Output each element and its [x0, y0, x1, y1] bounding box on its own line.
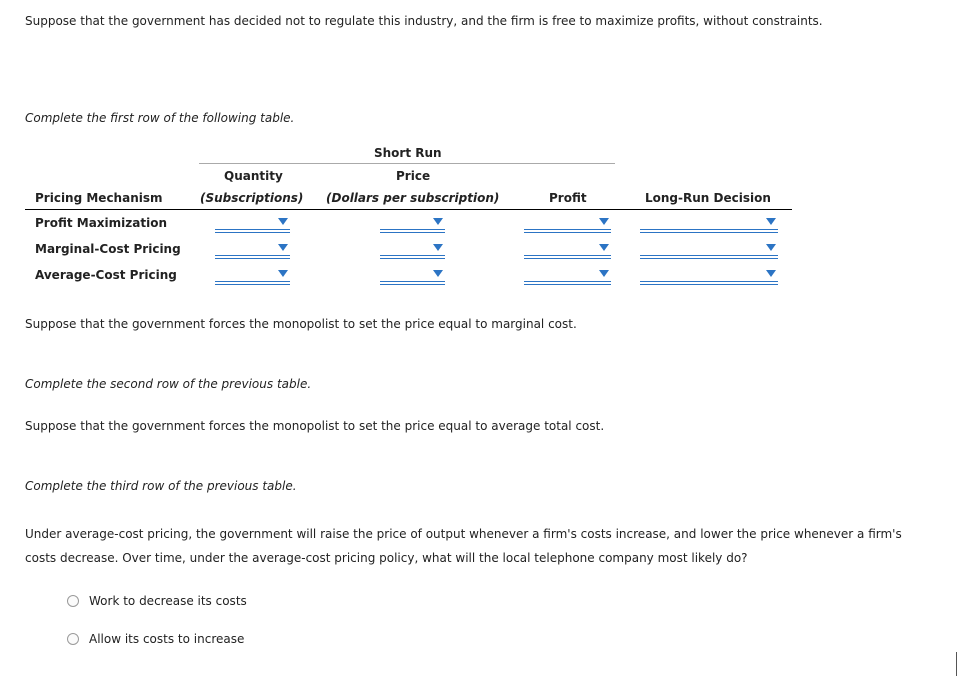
quantity-dropdown-row1[interactable] [215, 217, 290, 230]
chevron-down-icon [766, 270, 776, 277]
instruction-second-row: Complete the second row of the previous table. [25, 377, 312, 391]
profit-dropdown-row3[interactable] [524, 269, 611, 282]
average-cost-paragraph: Suppose that the government forces the monopolist to set the price equal to average total cost. [25, 419, 605, 433]
row-label-profit-maximization: Profit Maximization [35, 216, 167, 230]
profit-header: Profit [549, 191, 587, 205]
instruction-third-row: Complete the third row of the previous table. [25, 479, 297, 493]
profit-dropdown-row1[interactable] [524, 217, 611, 230]
decision-dropdown-row3[interactable] [640, 269, 778, 282]
price-dropdown-row3[interactable] [380, 269, 445, 282]
instruction-first-row: Complete the first row of the following table. [25, 111, 295, 125]
table-header-rule [25, 209, 792, 210]
radio-increase-costs[interactable] [67, 633, 79, 645]
chevron-down-icon [278, 270, 288, 277]
marginal-cost-paragraph: Suppose that the government forces the monopolist to set the price equal to marginal cost. [25, 317, 577, 331]
short-run-header: Short Run [374, 146, 442, 160]
chevron-down-icon [599, 270, 609, 277]
chevron-down-icon [278, 244, 288, 251]
price-dropdown-row1[interactable] [380, 217, 445, 230]
decision-dropdown-row1[interactable] [640, 217, 778, 230]
chevron-down-icon [766, 244, 776, 251]
row-label-marginal-cost-pricing: Marginal-Cost Pricing [35, 242, 181, 256]
price-header: Price [396, 169, 431, 183]
long-run-decision-header: Long-Run Decision [645, 191, 771, 205]
decision-dropdown-row2[interactable] [640, 243, 778, 256]
chevron-down-icon [766, 218, 776, 225]
quantity-dropdown-row3[interactable] [215, 269, 290, 282]
chevron-down-icon [599, 244, 609, 251]
short-run-divider [199, 163, 615, 164]
option-label-decrease-costs[interactable]: Work to decrease its costs [89, 594, 247, 608]
question-line-2: costs decrease. Over time, under the average-cost pricing policy, what will the local telephone company most likely do? [25, 551, 748, 565]
chevron-down-icon [433, 218, 443, 225]
price-unit-header: (Dollars per subscription) [326, 191, 500, 205]
chevron-down-icon [278, 218, 288, 225]
chevron-down-icon [433, 270, 443, 277]
profit-dropdown-row2[interactable] [524, 243, 611, 256]
question-line-1: Under average-cost pricing, the government will raise the price of output whenever a firm's costs increase, and lower the price whenever a firm's [25, 527, 902, 541]
radio-decrease-costs[interactable] [67, 595, 79, 607]
chevron-down-icon [433, 244, 443, 251]
price-dropdown-row2[interactable] [380, 243, 445, 256]
quantity-dropdown-row2[interactable] [215, 243, 290, 256]
row-label-average-cost-pricing: Average-Cost Pricing [35, 268, 177, 282]
scrollbar-edge [956, 652, 957, 676]
intro-paragraph: Suppose that the government has decided not to regulate this industry, and the firm is free to maximize profits, without constraints. [25, 14, 823, 28]
quantity-header: Quantity [224, 169, 283, 183]
option-label-increase-costs[interactable]: Allow its costs to increase [89, 632, 245, 646]
quantity-unit-header: (Subscriptions) [200, 191, 304, 205]
pricing-mechanism-header: Pricing Mechanism [35, 191, 163, 205]
chevron-down-icon [599, 218, 609, 225]
